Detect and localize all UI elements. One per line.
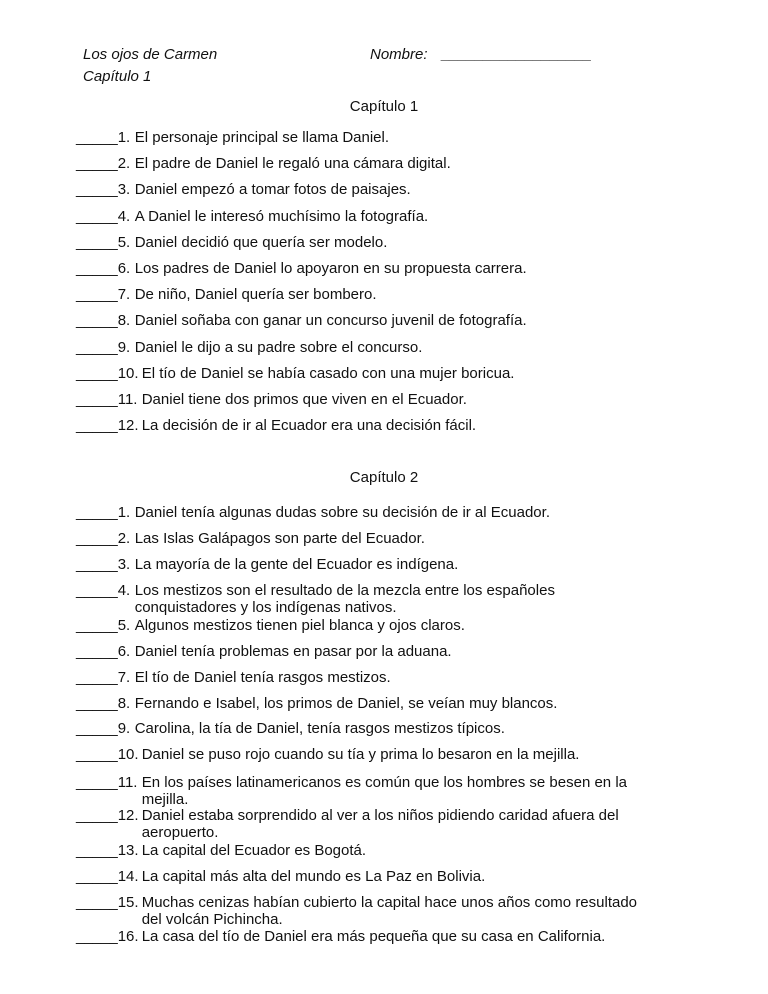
question-text-line: Fernando e Isabel, los primos de Daniel, se veían muy blancos. <box>134 695 558 712</box>
question-number: 2. <box>117 530 131 547</box>
answer-blank[interactable]: _____ <box>76 312 118 329</box>
question-text <box>135 339 423 356</box>
question-text-line: De niño, Daniel quería ser bombero. <box>134 286 377 303</box>
question-number: 4. <box>117 208 131 225</box>
question-item <box>76 582 555 616</box>
question-item <box>76 417 476 434</box>
question-text-line: El padre de Daniel le regaló una cámara digital. <box>134 155 451 172</box>
question-text <box>142 365 515 382</box>
question-item <box>76 530 425 547</box>
question-text <box>142 928 606 945</box>
question-text <box>135 129 389 146</box>
question-number: 15. <box>117 894 139 911</box>
question-number: 8. <box>117 695 131 712</box>
question-number: 1. <box>117 129 131 146</box>
question-text-line: mejilla. <box>141 791 189 808</box>
question-number: 11. <box>117 774 138 791</box>
question-text-line: Algunos mestizos tienen piel blanca y ojos claros. <box>134 617 465 634</box>
question-text-line: La casa del tío de Daniel era más pequeña que su casa en California. <box>141 928 606 945</box>
question-text-line: La capital del Ecuador es Bogotá. <box>141 842 367 859</box>
answer-blank[interactable]: _____ <box>76 208 118 225</box>
question-text <box>135 669 391 686</box>
question-number: 3. <box>117 181 131 198</box>
question-text-line: La capital más alta del mundo es La Paz en Bolivia. <box>141 868 486 885</box>
question-text <box>142 774 627 808</box>
question-number: 16. <box>117 928 139 945</box>
question-item <box>76 928 605 945</box>
question-text <box>135 504 550 521</box>
answer-blank[interactable]: _____ <box>76 617 118 634</box>
question-text <box>135 312 527 329</box>
question-number: 10. <box>117 365 139 382</box>
question-text-line: Daniel se puso rojo cuando su tía y prima lo besaron en la mejilla. <box>141 746 580 763</box>
question-number: 11. <box>117 391 138 408</box>
question-text <box>142 746 580 763</box>
question-number: 2. <box>117 155 131 172</box>
question-text <box>135 720 505 737</box>
question-text-line: La decisión de ir al Ecuador era una decisión fácil. <box>141 417 477 434</box>
question-item <box>76 339 422 356</box>
answer-blank[interactable]: _____ <box>76 868 118 885</box>
question-text-line: Los mestizos son el resultado de la mezcla entre los españoles <box>134 582 555 599</box>
answer-blank[interactable]: _____ <box>76 643 118 660</box>
question-number: 14. <box>117 868 139 885</box>
question-number: 7. <box>117 286 131 303</box>
question-item <box>76 894 637 928</box>
question-text <box>135 208 428 225</box>
question-text <box>135 582 555 616</box>
answer-blank[interactable]: _____ <box>76 181 118 198</box>
question-text <box>135 695 558 712</box>
answer-blank[interactable]: _____ <box>76 774 118 791</box>
answer-blank[interactable]: _____ <box>76 417 118 434</box>
answer-blank[interactable]: _____ <box>76 365 118 382</box>
question-item <box>76 129 389 146</box>
question-text-line: Daniel estaba sorprendido al ver a los niños pidiendo caridad afuera del <box>141 807 619 824</box>
question-item <box>76 842 366 859</box>
question-item <box>76 181 411 198</box>
answer-blank[interactable]: _____ <box>76 504 118 521</box>
question-text <box>142 842 366 859</box>
question-item <box>76 312 527 329</box>
question-text <box>135 155 451 172</box>
question-number: 12. <box>117 417 139 434</box>
question-number: 6. <box>117 643 131 660</box>
question-number: 10. <box>117 746 139 763</box>
answer-blank[interactable]: _____ <box>76 894 118 911</box>
question-text <box>135 181 411 198</box>
question-text <box>142 807 619 841</box>
question-item <box>76 365 514 382</box>
question-item <box>76 556 458 573</box>
question-item <box>76 643 452 660</box>
answer-blank[interactable]: _____ <box>76 842 118 859</box>
question-text <box>135 286 377 303</box>
question-text-line: aeropuerto. <box>141 824 219 841</box>
question-text-line: A Daniel le interesó muchísimo la fotografía. <box>134 208 429 225</box>
question-number: 5. <box>117 234 131 251</box>
question-number: 8. <box>117 312 131 329</box>
answer-blank[interactable]: _____ <box>76 339 118 356</box>
answer-blank[interactable]: _____ <box>76 530 118 547</box>
question-number: 4. <box>117 582 131 599</box>
question-text <box>135 234 388 251</box>
question-text-line: Daniel le dijo a su padre sobre el concurso. <box>134 339 423 356</box>
question-item <box>76 155 451 172</box>
question-text <box>142 417 476 434</box>
answer-blank[interactable]: _____ <box>76 234 118 251</box>
name-field[interactable] <box>370 46 592 63</box>
answer-blank[interactable]: _____ <box>76 807 118 824</box>
question-item <box>76 868 485 885</box>
question-number: 9. <box>117 720 131 737</box>
question-text <box>135 260 527 277</box>
question-number: 3. <box>117 556 131 573</box>
answer-blank[interactable]: _____ <box>76 720 118 737</box>
question-text-line: conquistadores y los indígenas nativos. <box>134 599 397 616</box>
answer-blank[interactable]: _____ <box>76 669 118 686</box>
question-number: 13. <box>117 842 139 859</box>
question-text <box>135 643 452 660</box>
question-text-line: del volcán Pichincha. <box>141 911 283 928</box>
question-text-line: Daniel decidió que quería ser modelo. <box>134 234 388 251</box>
answer-blank[interactable]: _____ <box>76 556 118 573</box>
question-text-line: El tío de Daniel se había casado con una mujer boricua. <box>141 365 515 382</box>
question-text <box>142 868 486 885</box>
question-number: 12. <box>117 807 139 824</box>
question-item <box>76 807 619 841</box>
question-number: 7. <box>117 669 131 686</box>
question-text-line: El tío de Daniel tenía rasgos mestizos. <box>134 669 391 686</box>
question-text-line: Daniel tenía algunas dudas sobre su decisión de ir al Ecuador. <box>134 504 550 521</box>
book-title: Los ojos de Carmen <box>83 46 218 63</box>
chapter-2-heading: Capítulo 2 <box>349 469 419 486</box>
question-text <box>135 556 459 573</box>
answer-blank[interactable]: _____ <box>76 928 118 945</box>
answer-blank[interactable]: _____ <box>76 695 118 712</box>
question-item <box>76 720 505 737</box>
question-item <box>76 617 465 634</box>
question-text-line: Daniel tenía problemas en pasar por la aduana. <box>134 643 452 660</box>
question-item <box>76 391 467 408</box>
question-text-line: Los padres de Daniel lo apoyaron en su propuesta carrera. <box>134 260 527 277</box>
question-text-line: En los países latinamericanos es común que los hombres se besen en la <box>141 774 627 791</box>
question-item <box>76 746 579 763</box>
question-text-line: El personaje principal se llama Daniel. <box>134 129 390 146</box>
question-text-line: Carolina, la tía de Daniel, tenía rasgos mestizos típicos. <box>134 720 505 737</box>
name-label: Nombre: <box>370 46 428 63</box>
question-item <box>76 208 428 225</box>
question-text <box>142 391 467 408</box>
question-item <box>76 695 557 712</box>
question-number: 5. <box>117 617 131 634</box>
question-text-line: Las Islas Galápagos son parte del Ecuador. <box>134 530 425 547</box>
question-number: 1. <box>117 504 131 521</box>
answer-blank[interactable]: _____ <box>76 391 118 408</box>
question-item <box>76 286 377 303</box>
answer-blank[interactable]: _____ <box>76 582 118 599</box>
question-item <box>76 234 387 251</box>
answer-blank[interactable]: _____ <box>76 746 118 763</box>
question-text-line: Daniel soñaba con ganar un concurso juvenil de fotografía. <box>134 312 527 329</box>
chapter-1-heading: Capítulo 1 <box>349 98 419 115</box>
question-text-line: Daniel empezó a tomar fotos de paisajes. <box>134 181 411 198</box>
question-text <box>142 894 637 928</box>
question-item <box>76 669 391 686</box>
name-blank: __________________ <box>441 46 592 63</box>
chapter-label: Capítulo 1 <box>83 68 152 85</box>
question-number: 9. <box>117 339 131 356</box>
answer-blank[interactable]: _____ <box>76 286 118 303</box>
question-text-line: La mayoría de la gente del Ecuador es indígena. <box>134 556 459 573</box>
answer-blank[interactable]: _____ <box>76 129 118 146</box>
question-text <box>135 617 465 634</box>
answer-blank[interactable]: _____ <box>76 260 118 277</box>
answer-blank[interactable]: _____ <box>76 155 118 172</box>
question-item <box>76 504 550 521</box>
question-text <box>135 530 425 547</box>
question-item <box>76 260 527 277</box>
question-item <box>76 774 627 808</box>
question-text-line: Muchas cenizas habían cubierto la capital hace unos años como resultado <box>141 894 638 911</box>
question-text-line: Daniel tiene dos primos que viven en el Ecuador. <box>141 391 467 408</box>
question-number: 6. <box>117 260 131 277</box>
